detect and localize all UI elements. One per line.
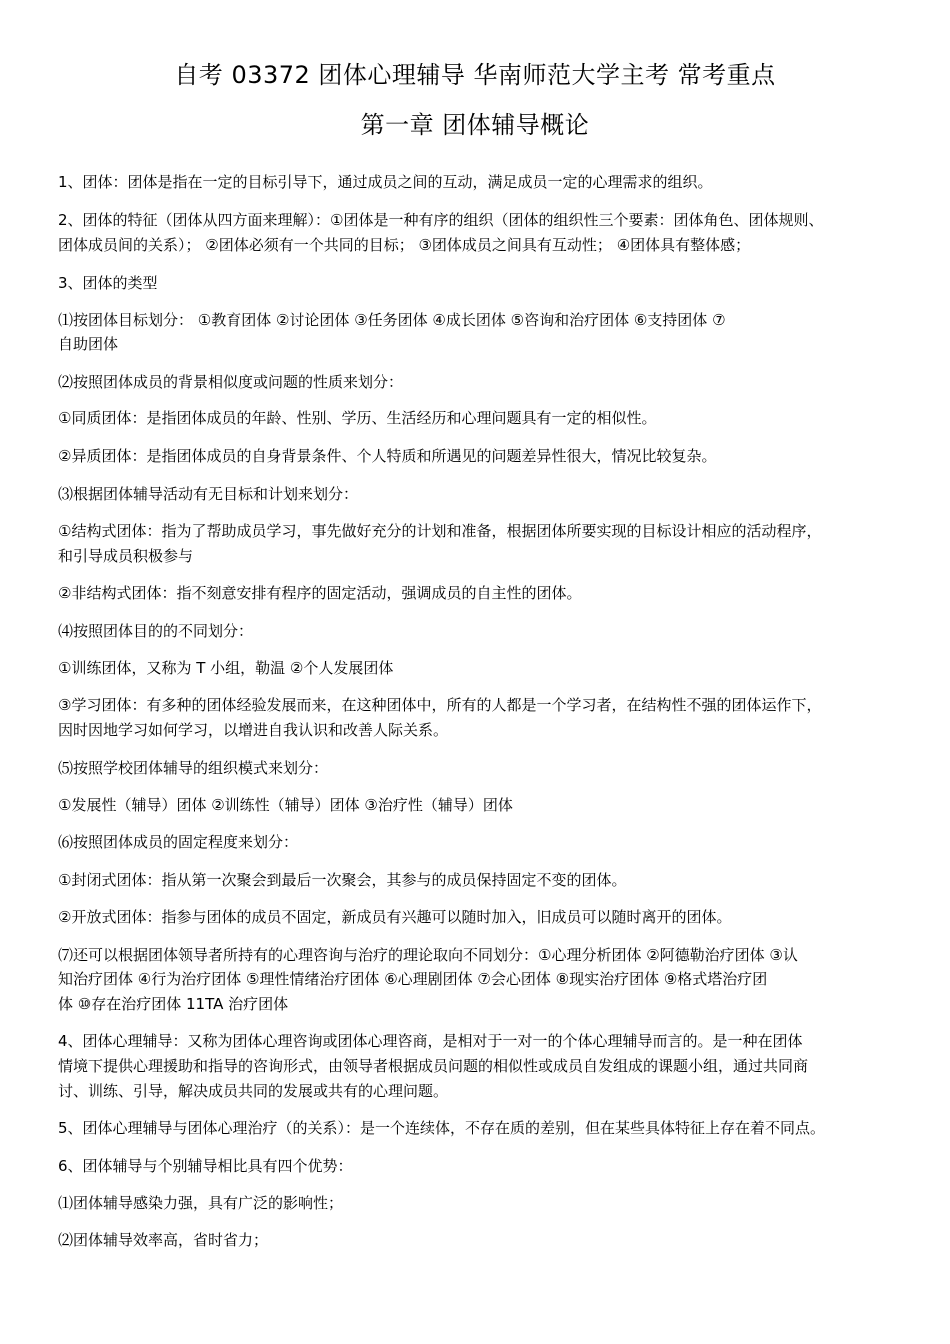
paragraph-line: ⑹按照团体成员的固定程度来划分： <box>58 833 299 851</box>
paragraph-line: ①训练团体，又称为 T 小组，勒温 ②个人发展团体 <box>58 659 394 677</box>
paragraph-line: 知治疗团体 ④行为治疗团体 ⑤理性情绪治疗团体 ⑥心理剧团体 ⑦会心团体 ⑧现实治疗团体 ⑨格式塔治疗团 <box>58 970 768 988</box>
paragraph-line: 体 ⑩存在治疗团体 11TA 治疗团体 <box>58 995 289 1013</box>
paragraph-line: 6、团体辅导与个别辅导相比具有四个优势： <box>58 1157 353 1175</box>
paragraph-line: ①封闭式团体：指从第一次聚会到最后一次聚会，其参与的成员保持固定不变的团体。 <box>58 871 627 889</box>
paragraph-line: 团体成员间的关系）； ②团体必须有一个共同的目标； ③团体成员之间具有互动性； ④团体具有整体感； <box>58 236 751 254</box>
paragraph-line: 4、团体心理辅导：又称为团体心理咨询或团体心理咨商，是相对于一对一的个体心理辅导而言的。是一种在团体 <box>58 1032 803 1050</box>
paragraph-line: 因时因地学习如何学习，以增进自我认识和改善人际关系。 <box>58 721 449 739</box>
paragraph-line: ①同质团体：是指团体成员的年龄、性别、学历、生活经历和心理问题具有一定的相似性。 <box>58 409 657 427</box>
paragraph-line: ①结构式团体：指为了帮助成员学习，事先做好充分的计划和准备，根据团体所要实现的目标设计相应的活动程序， <box>58 522 822 540</box>
chapter-heading: 第一章 团体辅导概论 <box>360 111 590 139</box>
paragraph-line: ⑺还可以根据团体领导者所持有的心理咨询与治疗的理论取向不同划分：①心理分析团体 ②阿德勒治疗团体 ③认 <box>58 946 798 964</box>
paragraph-line: ⑸按照学校团体辅导的组织模式来划分： <box>58 759 329 777</box>
paragraph-line: ⑴按团体目标划分： ①教育团体 ②讨论团体 ③任务团体 ④成长团体 ⑤咨询和治疗团体 ⑥支持团体 ⑦ <box>58 311 726 329</box>
paragraph-line: ②非结构式团体：指不刻意安排有程序的固定活动，强调成员的自主性的团体。 <box>58 584 582 602</box>
paragraph-line: ⑵团体辅导效率高，省时省力； <box>58 1231 269 1249</box>
paragraph-line: ⑵按照团体成员的背景相似度或问题的性质来划分： <box>58 373 404 391</box>
paragraph-line: 和引导成员积极参与 <box>58 547 194 565</box>
paragraph-line: ⑶根据团体辅导活动有无目标和计划来划分： <box>58 485 359 503</box>
document-title: 自考 03372 团体心理辅导 华南师范大学主考 常考重点 <box>174 61 776 89</box>
paragraph-line: ⑴团体辅导感染力强，具有广泛的影响性； <box>58 1194 344 1212</box>
paragraph-line: 情境下提供心理援助和指导的咨询形式，由领导者根据成员问题的相似性或成员自发组成的课题小组，通过共同商 <box>58 1057 809 1075</box>
paragraph-line: ①发展性（辅导）团体 ②训练性（辅导）团体 ③治疗性（辅导）团体 <box>58 796 513 814</box>
paragraph-line: 讨、训练、引导，解决成员共同的发展或共有的心理问题。 <box>58 1082 449 1100</box>
paragraph-line: 2、团体的特征（团体从四方面来理解）：①团体是一种有序的组织（团体的组织性三个要素：团体角色、团体规则、 <box>58 211 824 229</box>
paragraph-line: ③学习团体：有多种的团体经验发展而来，在这种团体中，所有的人都是一个学习者，在结构性不强的团体运作下， <box>58 696 822 714</box>
paragraph-line: ②异质团体：是指团体成员的自身背景条件、个人特质和所遇见的问题差异性很大，情况比较复杂。 <box>58 447 717 465</box>
paragraph-line: 5、团体心理辅导与团体心理治疗（的关系）：是一个连续体，不存在质的差别，但在某些具体特征上存在着不同点。 <box>58 1119 826 1137</box>
paragraph-line: ②开放式团体：指参与团体的成员不固定，新成员有兴趣可以随时加入，旧成员可以随时离开的团体。 <box>58 908 732 926</box>
paragraph-line: ⑷按照团体目的的不同划分： <box>58 622 254 640</box>
paragraph-line: 自助团体 <box>58 335 119 353</box>
paragraph-line: 1、团体：团体是指在一定的目标引导下，通过成员之间的互动，满足成员一定的心理需求的组织。 <box>58 173 713 191</box>
paragraph-line: 3、团体的类型 <box>58 274 158 292</box>
